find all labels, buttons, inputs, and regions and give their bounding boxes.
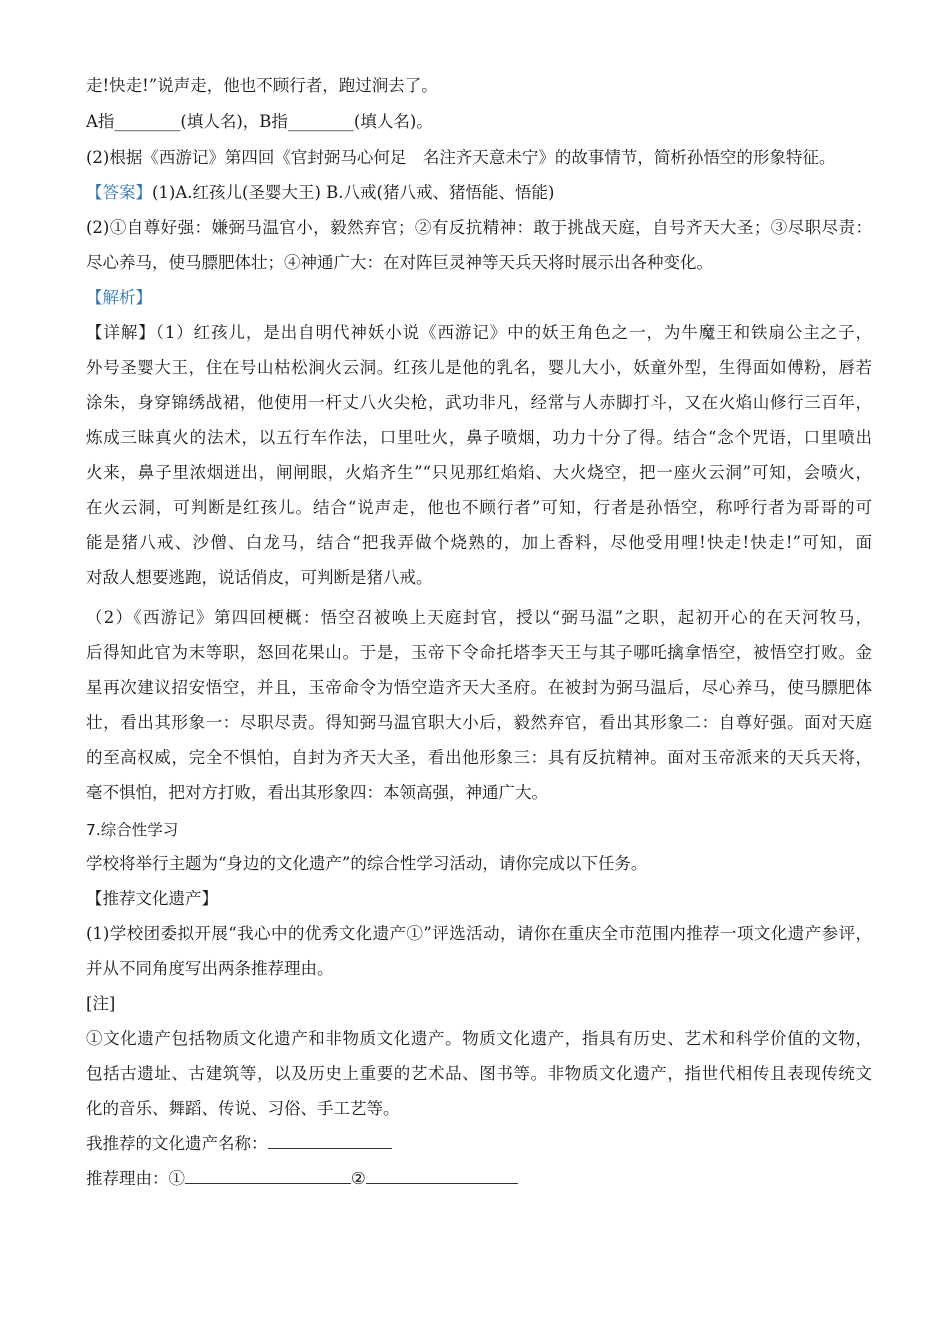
fill-blank-line: A指________(填人名)，B指________(填人名)。 (86, 112, 433, 131)
reason-2-marker: ② (351, 1169, 366, 1188)
question-7-title: 7.综合性学习 (86, 821, 179, 839)
analysis-line: 外号圣婴大王，住在号山枯松涧火云洞。红孩儿是他的乳名，婴儿大小，妖童外型，生得面如傅粉，唇若 (86, 358, 872, 377)
heritage-name-blank[interactable] (268, 1132, 392, 1149)
section-heading: 【推荐文化遗产】 (86, 889, 218, 908)
analysis-line: 对敌人想要逃跑，说话俏皮，可判断是猪八戒。 (86, 568, 433, 587)
question-7-1-line-2: 并从不同角度写出两条推荐理由。 (86, 959, 334, 978)
reason-2-blank[interactable] (366, 1167, 518, 1184)
analysis-line: 壮，看出其形象一：尽职尽责。得知弼马温官职大小后，毅然弃官，看出其形象二：自尊好强。面对天庭 (86, 713, 872, 732)
question-7-1-line-1: (1)学校团委拟开展“我心中的优秀文化遗产①”评选活动，请你在重庆全市范围内推荐一项文化遗产参评， (86, 924, 872, 943)
question-2-prompt: (2)根据《西游记》第四回《官封弼马心何足 名注齐天意未宁》的故事情节，简析孙悟空的形象特征。 (86, 148, 836, 167)
analysis-line: 在火云洞，可判断是红孩儿。结合“说声走，他也不顾行者”可知，行者是孙悟空，称呼行者为哥哥的可 (86, 498, 872, 517)
analysis-line: 后得知此官为末等职，怒回花果山。于是，玉帝下令命托塔李天王与其子哪吒擒拿悟空，被悟空打败。金 (86, 643, 872, 662)
heritage-name-row (86, 1132, 392, 1156)
analysis-line: 【详解】（1）红孩儿，是出自明代神妖小说《西游记》中的妖王角色之一，为牛魔王和铁扇公主之子， (86, 323, 872, 342)
answer-line-1 (86, 181, 554, 205)
reason-1-blank[interactable] (185, 1167, 351, 1184)
analysis-label: 【解析】 (86, 288, 152, 307)
analysis-line: 能是猪八戒、沙僧、白龙马，结合“把我弄做个烧熟的，加上香料，尽他受用哩!快走!快走!”可知，面 (86, 533, 872, 552)
reason-row (86, 1167, 518, 1191)
question-7-intro: 学校将举行主题为“身边的文化遗产”的综合性学习活动，请你完成以下任务。 (86, 854, 648, 873)
heritage-name-label: 我推荐的文化遗产名称： (86, 1134, 268, 1153)
analysis-line: 毫不惧怕，把对方打败，看出其形象四：本领高强，神通广大。 (86, 783, 548, 802)
answer-label: 【答案】 (86, 183, 152, 202)
answer-part-2-line-1: (2)①自尊好强：嫌弼马温官小，毅然弃官；②有反抗精神：敢于挑战天庭，自号齐天大圣；③尽职尽责： (86, 218, 872, 237)
analysis-line: （2）《西游记》第四回梗概：悟空召被唤上天庭封官，授以“弼马温”之职，起初开心的在天河牧马， (86, 608, 872, 627)
note-line: 化的音乐、舞蹈、传说、习俗、手工艺等。 (86, 1099, 400, 1118)
question-text-line: 走!快走!”说声走，他也不顾行者，跑过涧去了。 (86, 76, 438, 95)
answer-part-1: (1)A.红孩儿(圣婴大王) B.八戒(猪八戒、猪悟能、悟能) (152, 183, 555, 202)
note-label: [注] (86, 994, 116, 1013)
note-line: 包括古遗址、古建筑等，以及历史上重要的艺术品、图书等。非物质文化遗产，指世代相传且表现传统文 (86, 1064, 872, 1083)
analysis-line: 涂朱，身穿锦绣战裙，他使用一杆丈八火尖枪，武功非凡，经常与人赤脚打斗，又在火焰山修行三百年， (86, 393, 872, 412)
analysis-line: 火来，鼻子里浓烟迸出，闸闸眼，火焰齐生”“只见那红焰焰、大火烧空，把一座火云洞”可知，会喷火， (86, 463, 872, 482)
analysis-line: 炼成三昧真火的法术，以五行车作法，口里吐火，鼻子喷烟，功力十分了得。结合“念个咒语，口里喷出 (86, 428, 872, 447)
note-line: ①文化遗产包括物质文化遗产和非物质文化遗产。物质文化遗产，指具有历史、艺术和科学价值的文物， (86, 1029, 872, 1048)
answer-part-2-line-2: 尽心养马，使马膘肥体壮；④神通广大：在对阵巨灵神等天兵天将时展示出各种变化。 (86, 253, 713, 272)
reason-label: 推荐理由：① (86, 1169, 185, 1188)
analysis-line: 的至高权威，完全不惧怕，自封为齐天大圣，看出他形象三：具有反抗精神。面对玉帝派来的天兵天将， (86, 748, 872, 767)
analysis-line: 星再次建议招安悟空，并且，玉帝命令为悟空造齐天大圣府。在被封为弼马温后，尽心养马，使马膘肥体 (86, 678, 872, 697)
